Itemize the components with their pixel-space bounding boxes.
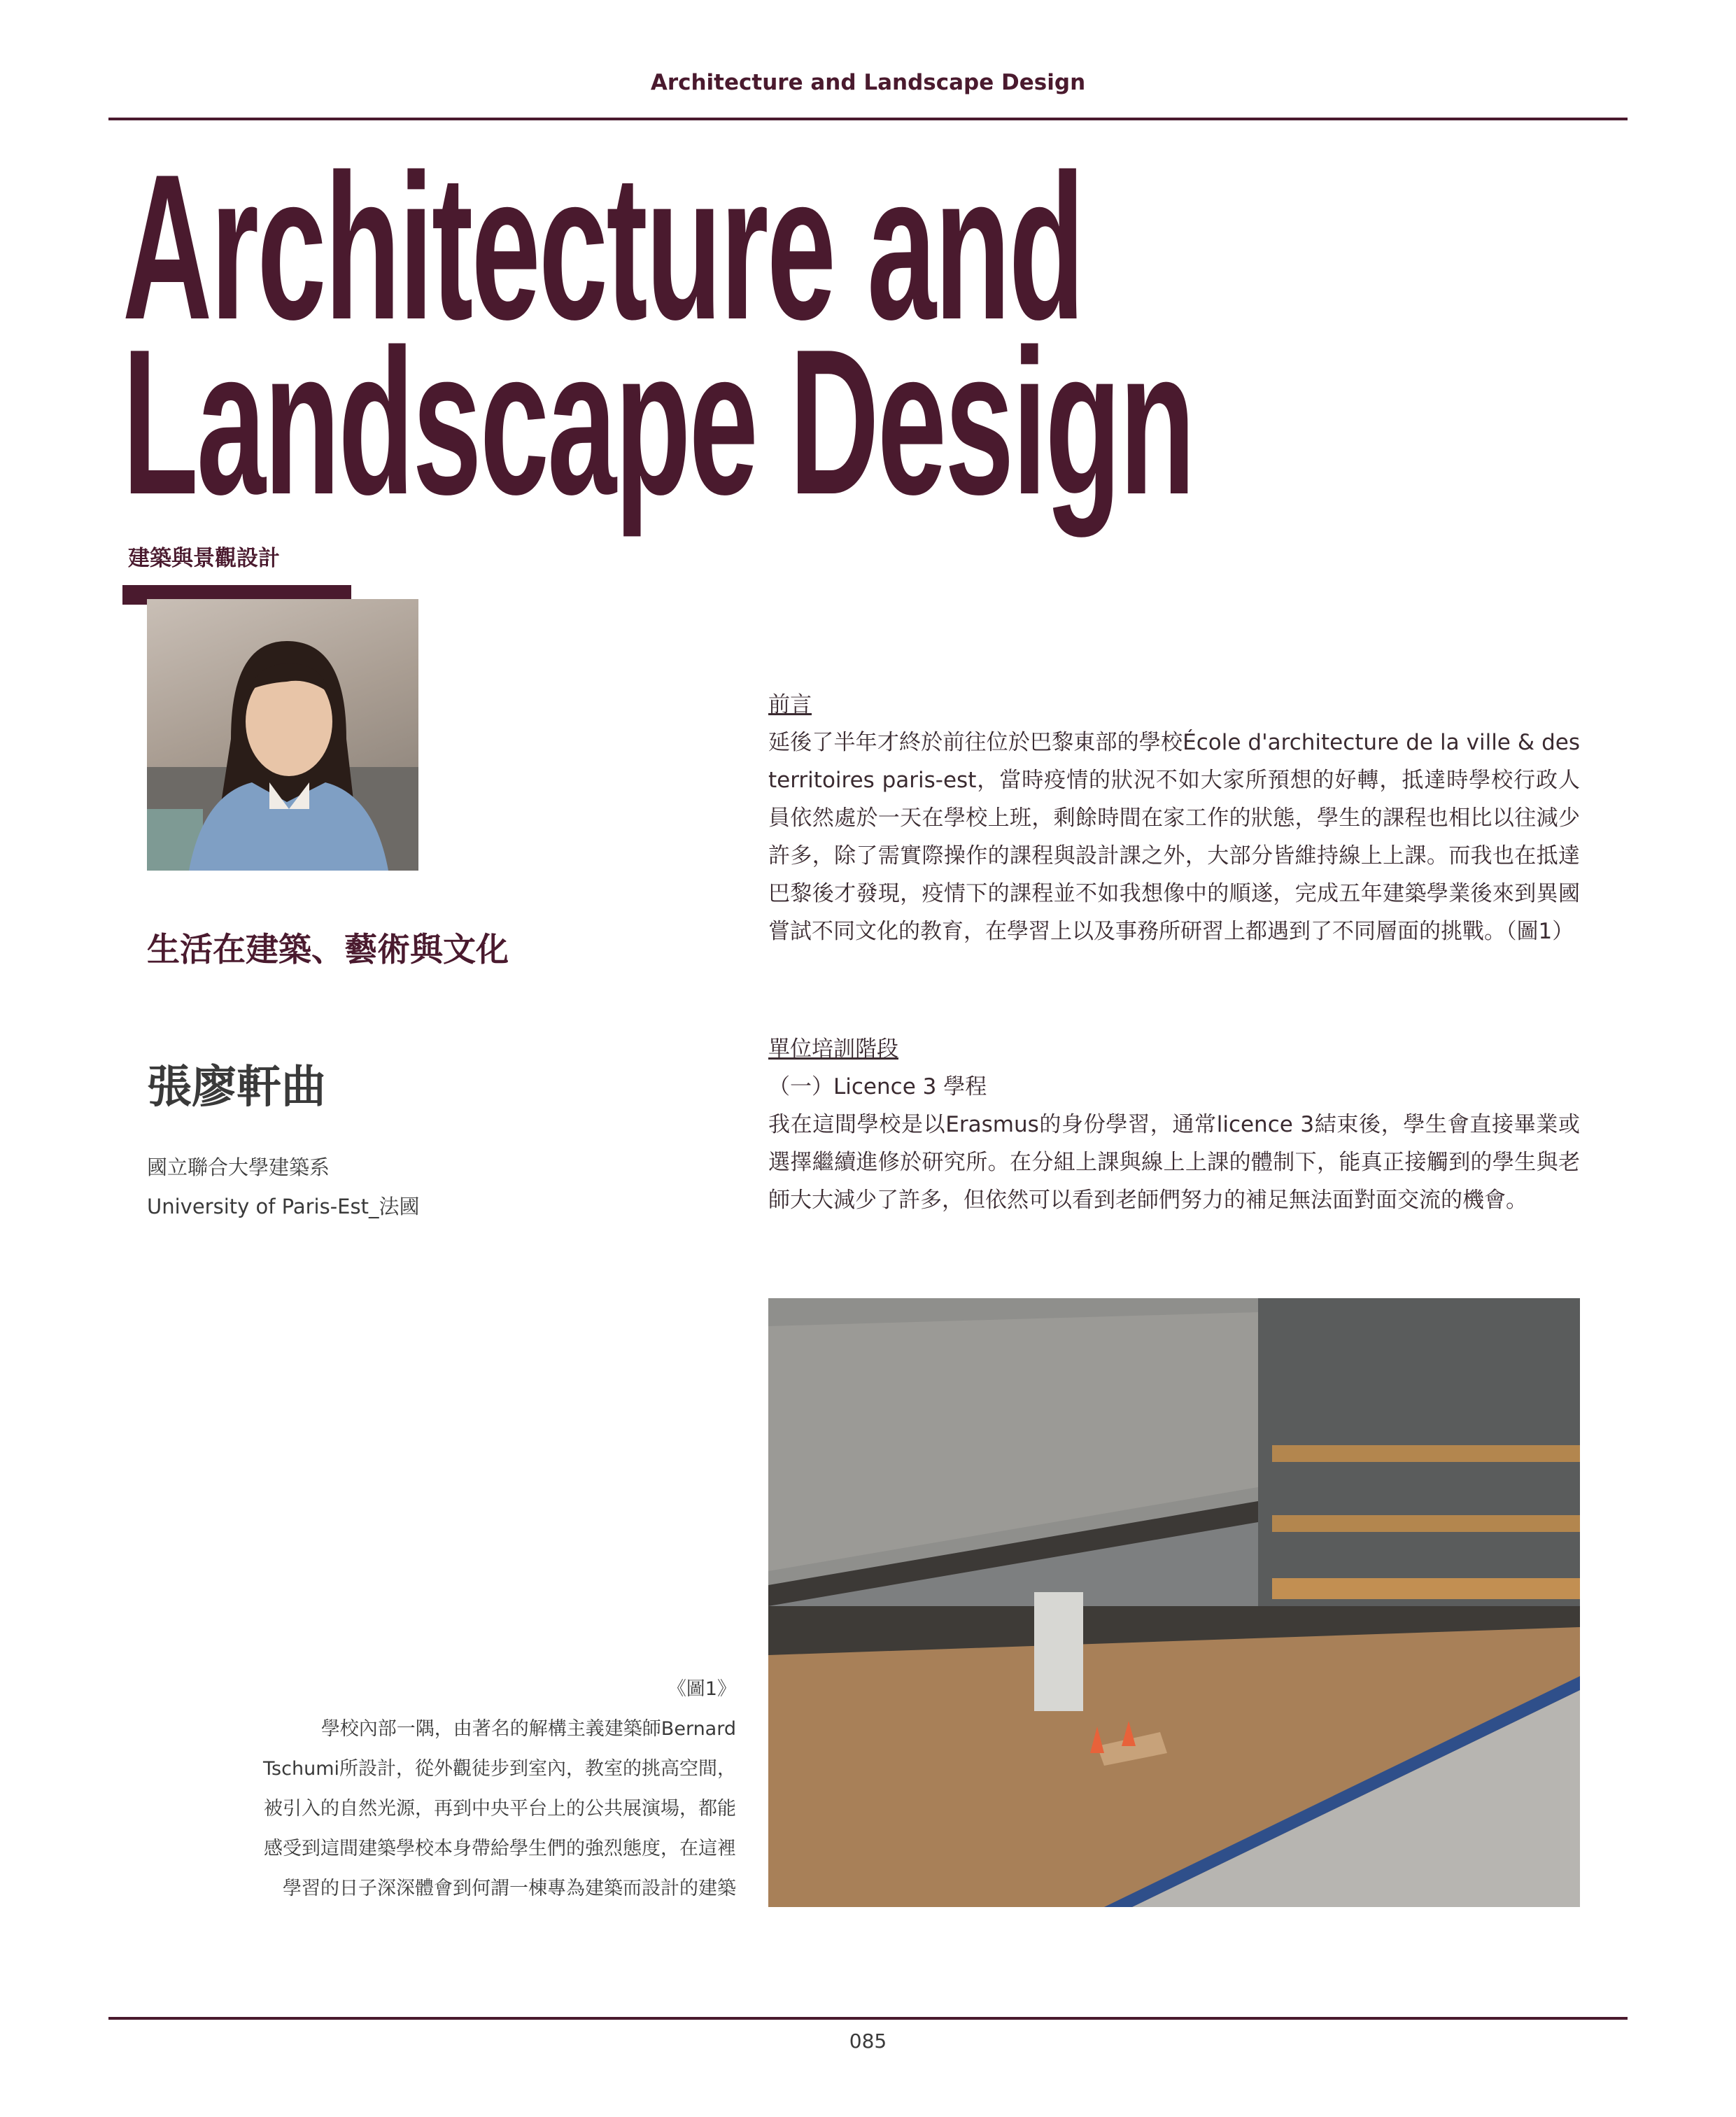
caption-label: 《圖1》: [667, 1678, 736, 1700]
portrait-illustration: [147, 599, 418, 871]
figure-caption: [210, 1669, 736, 1908]
author-portrait: [147, 599, 418, 871]
training-paragraph: 我在這間學校是以Erasmus的身份學習，通常licence 3結束後，學生會直接畢業或選擇繼續進修於研究所。在分組上課與線上上課的體制下，能真正接觸到的學生與老師大大減少了許多，但依然可以看到老師們努力的補足無法面對面交流的機會。: [768, 1112, 1580, 1213]
intro-paragraph: 延後了半年才終於前往位於巴黎東部的學校École d'architecture de la ville & des territoires paris-est，當時疫情的狀況不如大家所預想的好轉，抵達時學校行政人員依然處於一天在學校上班，剩餘時間在家工作的狀態，學生的課程也相比以往減少許多，除了需實際操作的課程與設計課之外，大部分皆維持線上上課。而我也在抵達巴黎後才發現，疫情下的課程並不如我想像中的順遂，完成五年建築學業後來到異國嘗試不同文化的教育，在學習上以及事務所研習上都遇到了不同層面的挑戰。（圖1）: [768, 730, 1580, 944]
caption-line: 學校內部一隅，由著名的解構主義建築師Bernard: [320, 1718, 736, 1740]
intro-section: [768, 686, 1580, 950]
footer-rule: [108, 2017, 1628, 2020]
figure-1-photo: [768, 1298, 1580, 1907]
caption-line: 學習的日子深深體會到何謂一棟專為建築而設計的建築: [283, 1878, 736, 1899]
title-chinese: 建築與景觀設計: [128, 546, 280, 571]
training-heading: 單位培訓階段: [768, 1036, 898, 1062]
caption-line: 感受到這間建築學校本身帶給學生們的強烈態度，在這裡: [264, 1838, 736, 1859]
author-name: 張廖軒曲: [147, 1062, 326, 1113]
main-title: [122, 131, 1194, 537]
header-rule: [108, 118, 1628, 120]
affiliation-university: University of Paris-Est_法國: [147, 1195, 420, 1218]
caption-line: 被引入的自然光源，再到中央平台上的公共展演場，都能: [264, 1798, 736, 1820]
article-subtitle: 生活在建築、藝術與文化: [147, 931, 509, 969]
running-head: Architecture and Landscape Design: [650, 70, 1086, 95]
main-title-line1: Architecture and: [122, 131, 1083, 363]
training-subheading: （一）Licence 3 學程: [768, 1074, 987, 1099]
caption-line: Tschumi所設計，從外觀徒步到室內，教室的挑高空間，: [263, 1758, 736, 1780]
training-section: [768, 1030, 1580, 1219]
page-number: 085: [849, 2030, 887, 2053]
author-affiliation: [147, 1148, 420, 1226]
affiliation-school: 國立聯合大學建築系: [147, 1155, 330, 1179]
atrium-illustration: [768, 1298, 1580, 1907]
intro-heading: 前言: [768, 692, 812, 717]
main-title-line2: Landscape Design: [122, 306, 1194, 537]
